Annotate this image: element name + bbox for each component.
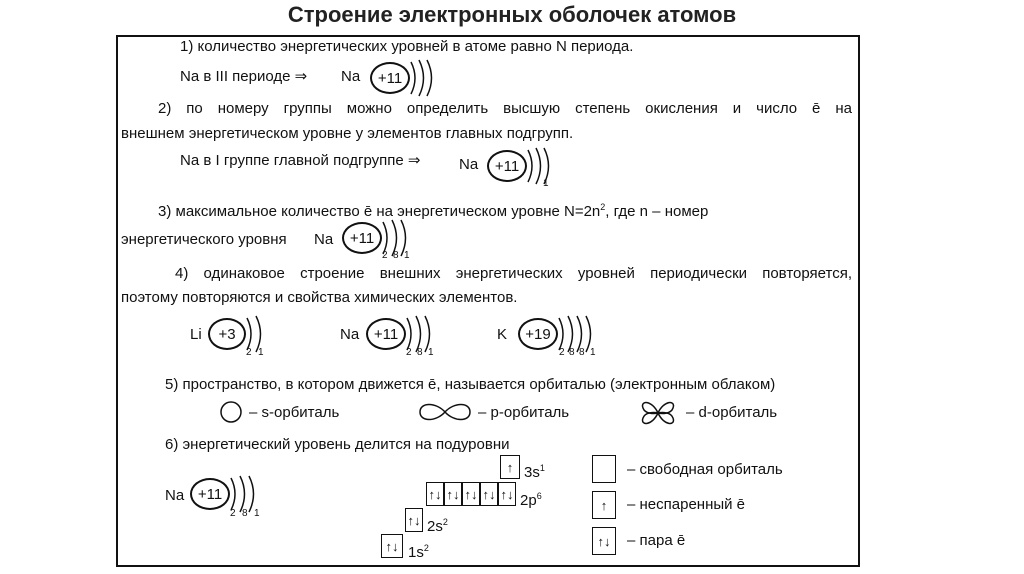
- s6-shell-count: 2: [230, 508, 236, 519]
- s1-shells: [408, 58, 438, 98]
- s4-k-element: K: [497, 326, 508, 343]
- s4-na-shell-count: 1: [428, 347, 434, 358]
- s3-line1: 3) максимальное количество ē на энергетическом уровне $N=2n^2$, где n – номер: [158, 202, 709, 220]
- s-orbital-icon: [218, 400, 244, 424]
- s3-nucleus: +11: [342, 222, 382, 254]
- d-orbital-label: – d-орбиталь: [686, 404, 778, 421]
- s4-na-nucleus: +11: [366, 318, 406, 350]
- s6-shell-count: 8: [242, 508, 248, 519]
- s2-outer-count: 1: [543, 178, 549, 189]
- s4-k-shell-count: 2: [559, 347, 565, 358]
- legend-pair-box: ↑↓: [592, 527, 616, 555]
- s6-shell-count: 1: [254, 508, 260, 519]
- orbital-2p: ↑↓: [462, 482, 480, 506]
- orbital-3s: ↑: [500, 455, 520, 479]
- s4-k-shell-count: 8: [579, 347, 585, 358]
- s1-example-label: Na в III периоде ⇒: [180, 68, 308, 85]
- d-orbital-icon: [634, 394, 682, 432]
- p-orbital-icon: [416, 400, 474, 424]
- s6-element: Na: [165, 487, 185, 504]
- s2-line2: внешнем энергетическом уровне у элементов главных подгрупп.: [121, 125, 574, 142]
- sublevel-3s-label: $3s^1$: [524, 463, 545, 481]
- s4-k-shell-count: 1: [590, 347, 596, 358]
- s4-line1: 4) одинаковое строение внешних энергетических уровней периодически повторяется,: [175, 265, 852, 282]
- s4-li-element: Li: [190, 326, 202, 343]
- s5-line1: 5) пространство, в котором движется ē, называется орбиталью (электронным облаком): [165, 376, 776, 393]
- s3-line2: энергетического уровня: [121, 231, 287, 248]
- orbital-2p: ↑↓: [426, 482, 444, 506]
- sublevel-2s-label: $2s^2$: [427, 517, 448, 535]
- page-title: Строение электронных оболочек атомов: [287, 2, 737, 27]
- s2-element: Na: [459, 156, 479, 173]
- s4-li-shell-count: 2: [246, 347, 252, 358]
- s1-text: 1) количество энергетических уровней в атоме равно N периода.: [180, 38, 634, 55]
- s3-element: Na: [314, 231, 334, 248]
- s2-nucleus: +11: [487, 150, 527, 182]
- s2-line1: 2) по номеру группы можно определить высшую степень окисления и число ē на: [158, 100, 852, 117]
- legend-unpaired-box: ↑: [592, 491, 616, 519]
- legend-pair-label: – пара ē: [627, 532, 686, 549]
- s4-k-shell-count: 8: [569, 347, 575, 358]
- orbital-2p: ↑↓: [498, 482, 516, 506]
- s2-shells: [525, 146, 555, 186]
- p-orbital-label: – p-орбиталь: [478, 404, 570, 421]
- s3-shell-count: 1: [404, 250, 410, 261]
- s1-nucleus: +11: [370, 62, 410, 94]
- orbital-2p: ↑↓: [480, 482, 498, 506]
- s3-shell-count: 8: [393, 250, 399, 261]
- s6-line1: 6) энергетический уровень делится на подуровни: [165, 436, 510, 453]
- sublevel-1s-label: $1s^2$: [408, 543, 429, 561]
- s3-shell-count: 2: [382, 250, 388, 261]
- orbital-2p: ↑↓: [444, 482, 462, 506]
- s4-na-element: Na: [340, 326, 360, 343]
- s2-example-label: Na в I группе главной подгруппе ⇒: [180, 152, 421, 169]
- s4-line2: поэтому повторяются и свойства химических элементов.: [121, 289, 518, 306]
- s4-li-nucleus: +3: [208, 318, 246, 350]
- s4-li-shell-count: 1: [258, 347, 264, 358]
- legend-empty-orbital-box: [592, 455, 616, 483]
- orbital-2s: ↑↓: [405, 508, 423, 532]
- s1-element: Na: [341, 68, 361, 85]
- sublevel-2p-label: $2p^6$: [520, 491, 542, 509]
- legend-unpaired-label: – неспаренный ē: [627, 496, 746, 513]
- s4-na-shell-count: 8: [417, 347, 423, 358]
- legend-empty-label: – свободная орбиталь: [627, 461, 783, 478]
- orbital-1s: ↑↓: [381, 534, 403, 558]
- s4-na-shell-count: 2: [406, 347, 412, 358]
- s6-nucleus: +11: [190, 478, 230, 510]
- s-orbital-label: – s-орбиталь: [249, 404, 340, 421]
- s4-k-nucleus: +19: [518, 318, 558, 350]
